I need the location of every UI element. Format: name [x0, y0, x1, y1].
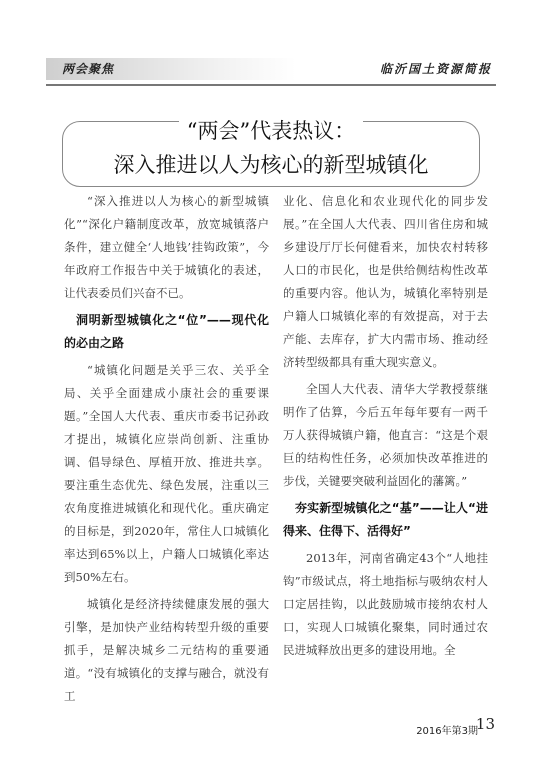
paragraph: 2013年，河南省确定43个“人地挂钩”市级试点，将土地指标与吸纳农村人口定居挂钩，以此鼓励城市接纳农村人口，实现人口城镇化聚集，同时通过农民进城释放出更多的建设用地。全	[283, 551, 488, 657]
subheading: 夯实新型城镇化之“基”——让人“进得来、住得下、活得好”	[283, 501, 488, 538]
paragraph: 全国人大代表、清华大学教授蔡继明作了估算，今后五年每年要有一两千万人获得城镇户籍，他直言：“这是个艰巨的结构性任务，必须加快改革推进的步伐，关键要突破利益固化的藩篱。”	[283, 382, 488, 488]
section-label: 两会聚焦	[62, 62, 115, 76]
paragraph: “深入推进以人为核心的新型城镇化”“深化户籍制度改革，放宽城镇落户条件，建立健全‘人地钱’挂钩政策”，今年政府工作报告中关于城镇化的表述，让代表委员们兴奋不已。	[64, 194, 269, 300]
article-title-line1	[62, 115, 480, 145]
journal-name: 临沂国土资源简报	[379, 62, 492, 76]
article-title-line2: 深入推进以人为核心的新型城镇化	[113, 153, 429, 177]
paragraph: 业化、信息化和农业现代化的同步发展。”在全国人大代表、四川省住房和城乡建设厅厅长何健看来，加快农村转移人口的市民化，也是供给侧结构性改革的重要内容。他认为，城镇化率特别是户籍人口城镇化率的有效提高，对于去产能、去库存，扩大内需市场、推动经济转型级都具有重大现实意义。	[283, 194, 488, 369]
page-number: 13	[475, 715, 495, 733]
subheading: 洞明新型城镇化之“位”——现代化的必由之路	[64, 313, 269, 350]
right-column	[283, 190, 488, 662]
article-title-line1-text: “两会”代表热议：	[179, 119, 363, 143]
paragraph: “城镇化问题是关乎三农、关乎全局、关乎全面建成小康社会的重要课题。”全国人大代表、重庆市委书记孙政才提出，城镇化应崇尚创新、注重协调、倡导绿色、厚植开放、推进共享。要注重生态优先、绿色发展，注重以三农角度推进城镇化和现代化。重庆确定的目标是，到2020年，常住人口城镇化率达到65%以上，户籍人口城镇化率达到50%左右。	[64, 363, 269, 584]
left-column	[64, 190, 269, 708]
paragraph: 城镇化是经济持续健康发展的强大引擎，是加快产业结构转型升级的重要抓手，是解决城乡二元结构的重要通道。“没有城镇化的支撑与融合，就没有工	[64, 597, 269, 703]
issue-label: 2016年第3期	[416, 726, 478, 737]
header-rule	[46, 84, 496, 86]
